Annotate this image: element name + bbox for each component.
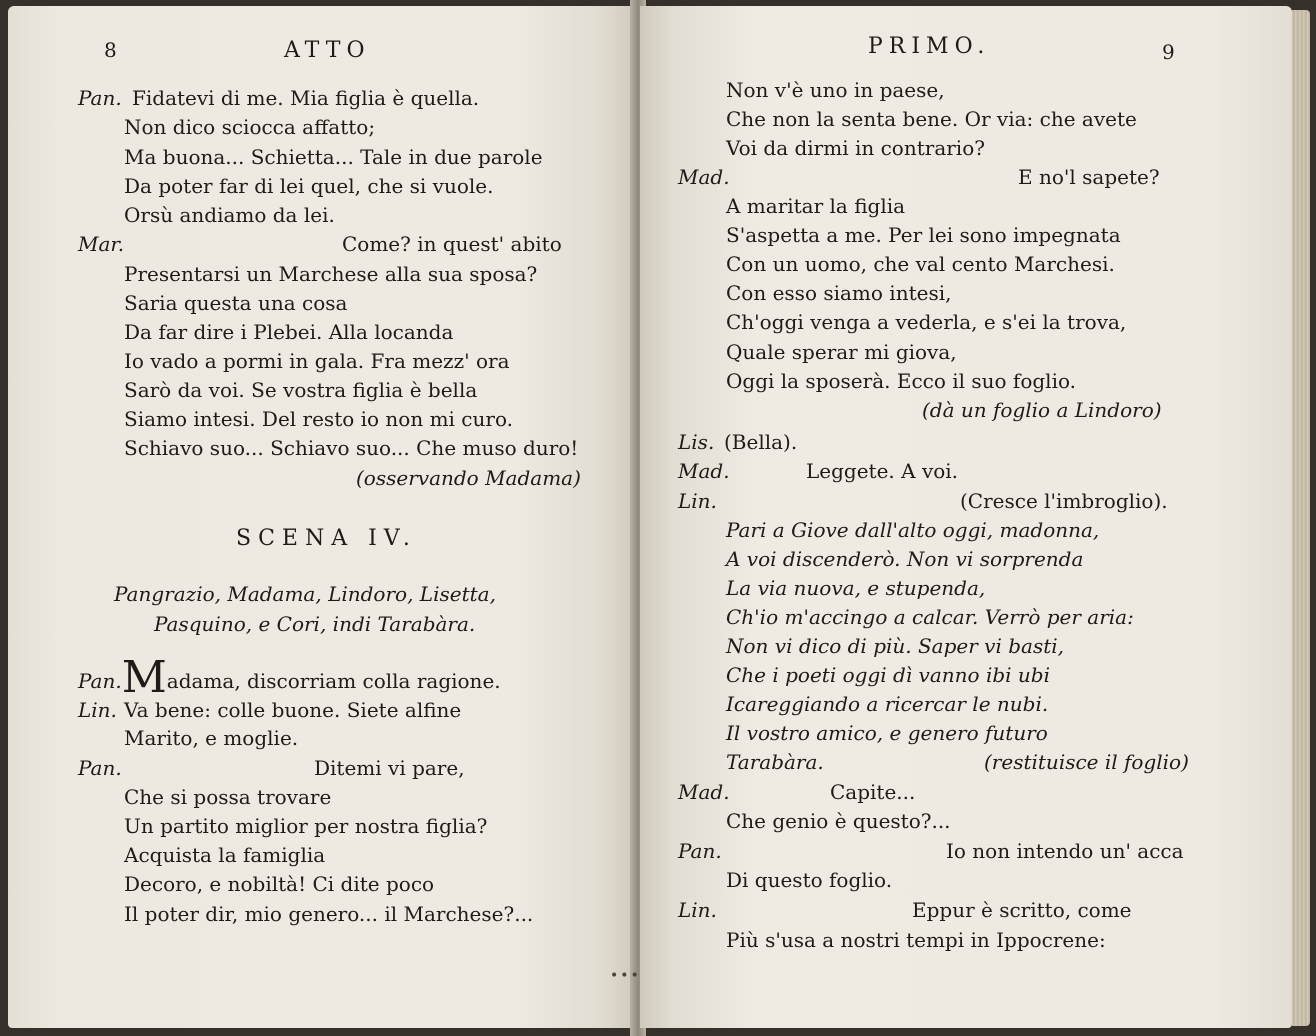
verse-line: Sarò da voi. Se vostra figlia è bella (124, 378, 478, 402)
verse-line: Voi da dirmi in contrario? (726, 136, 985, 160)
speaker-label: Mad. (678, 165, 730, 189)
verse-line: Che genio è questo?... (726, 809, 951, 833)
verse-line: Oggi la sposerà. Ecco il suo foglio. (726, 369, 1077, 393)
verse-line: Eppur è scritto, come (912, 898, 1132, 922)
verse-line: Quale sperar mi giova, (726, 340, 957, 364)
verse-line: Non dico sciocca affatto; (124, 115, 376, 139)
speaker-label: Pan. (678, 839, 722, 863)
letter-line: A voi discenderò. Non vi sorprenda (726, 547, 1084, 571)
letter-line: Icareggiando a ricercar le nubi. (726, 692, 1049, 716)
letter-line: Che i poeti oggi dì vanno ibi ubi (726, 663, 1050, 687)
verse-line: A maritar la figlia (726, 194, 906, 218)
left-page (8, 6, 636, 1028)
scene-title: SCENA IV. (236, 526, 417, 551)
speaker-label: Lin. (78, 698, 117, 722)
verse-line: Non v'è uno in paese, (726, 78, 945, 102)
stage-direction: (restituisce il foglio) (984, 750, 1189, 774)
verse-line: Da poter far di lei quel, che si vuole. (124, 174, 494, 198)
verse-line: Marito, e moglie. (124, 726, 299, 750)
verse-line: Che si possa trovare (124, 785, 332, 809)
speaker-label: Pan. (78, 756, 122, 780)
running-head-left: ATTO (284, 38, 371, 63)
verse-line: S'aspetta a me. Per lei sono impegnata (726, 223, 1121, 247)
verse-line: Il poter dir, mio genero... il Marchese?... (124, 902, 534, 926)
speaker-label: Mar. (78, 232, 125, 256)
verse-line: Siamo intesi. Del resto io non mi curo. (124, 407, 513, 431)
drop-cap: M (121, 652, 167, 703)
verse-line: Acquista la famiglia (124, 843, 326, 867)
running-head-right: PRIMO. (868, 34, 991, 59)
verse-line: Fidatevi di me. Mia figlia è quella. (132, 86, 480, 110)
verse-line: Ch'oggi venga a vederla, e s'ei la trova, (726, 310, 1127, 334)
page-edges (1292, 10, 1310, 1026)
verse-line: Con un uomo, che val cento Marchesi. (726, 252, 1115, 276)
page-number-left: 8 (104, 38, 117, 62)
verse-line: Ditemi vi pare, (314, 756, 465, 780)
page-number-right: 9 (1162, 40, 1175, 64)
verse-line: adama, discorriam colla ragione. (166, 669, 501, 693)
verse-line: E no'l sapete? (1018, 165, 1160, 189)
verse-line: Orsù andiamo da lei. (124, 203, 335, 227)
verse-line: Io vado a pormi in gala. Fra mezz' ora (124, 349, 510, 373)
speaker-label: Pan. (78, 669, 122, 693)
verse-line: Che non la senta bene. Or via: che avete (726, 107, 1137, 131)
first-line-scene (78, 652, 501, 703)
verse-line: (Bella). (724, 430, 798, 454)
letter-line: La via nuova, e stupenda, (726, 576, 986, 600)
right-page (640, 6, 1292, 1028)
stage-direction: (dà un foglio a Lindoro) (922, 398, 1162, 422)
speaker-label: Lin. (678, 489, 717, 513)
verse-line: Più s'usa a nostri tempi in Ippocrene: (726, 928, 1106, 952)
binding-thread-dots: ••• (610, 968, 641, 984)
verse-line: Ma buona... Schietta... Tale in due parole (124, 145, 543, 169)
verse-line: Io non intendo un' acca (946, 839, 1184, 863)
speaker-label: Mad. (678, 459, 730, 483)
speaker-label: Pan. (78, 86, 122, 110)
verse-line: Leggete. A voi. (806, 459, 959, 483)
stage-direction: (osservando Madama) (356, 466, 581, 490)
speaker-label: Lis. (678, 430, 715, 454)
verse-line: Capite... (830, 780, 916, 804)
letter-line: Pari a Giove dall'alto oggi, madonna, (726, 518, 1100, 542)
verse-line: Con esso siamo intesi, (726, 281, 952, 305)
character-list: Pangrazio, Madama, Lindoro, Lisetta, (114, 582, 496, 606)
verse-line: Decoro, e nobiltà! Ci dite poco (124, 872, 435, 896)
verse-line: Di questo foglio. (726, 868, 893, 892)
character-list: Pasquino, e Cori, indi Tarabàra. (154, 612, 476, 636)
speaker-label: Lin. (678, 898, 717, 922)
verse-line: Da far dire i Plebei. Alla locanda (124, 320, 454, 344)
letter-line: Il vostro amico, e genero futuro (726, 721, 1048, 745)
verse-line: Saria questa una cosa (124, 291, 348, 315)
verse-line: Presentarsi un Marchese alla sua sposa? (124, 262, 538, 286)
letter-line: Non vi dico di più. Saper vi basti, (726, 634, 1064, 658)
verse-line: (Cresce l'imbroglio). (960, 489, 1168, 513)
letter-signature: Tarabàra. (726, 750, 824, 774)
verse-line: Come? in quest' abito (342, 232, 562, 256)
verse-line: Va bene: colle buone. Siete alfine (124, 698, 462, 722)
letter-line: Ch'io m'accingo a calcar. Verrò per aria: (726, 605, 1134, 629)
verse-line: Un partito miglior per nostra figlia? (124, 814, 488, 838)
speaker-label: Mad. (678, 780, 730, 804)
verse-line: Schiavo suo... Schiavo suo... Che muso duro! (124, 436, 579, 460)
